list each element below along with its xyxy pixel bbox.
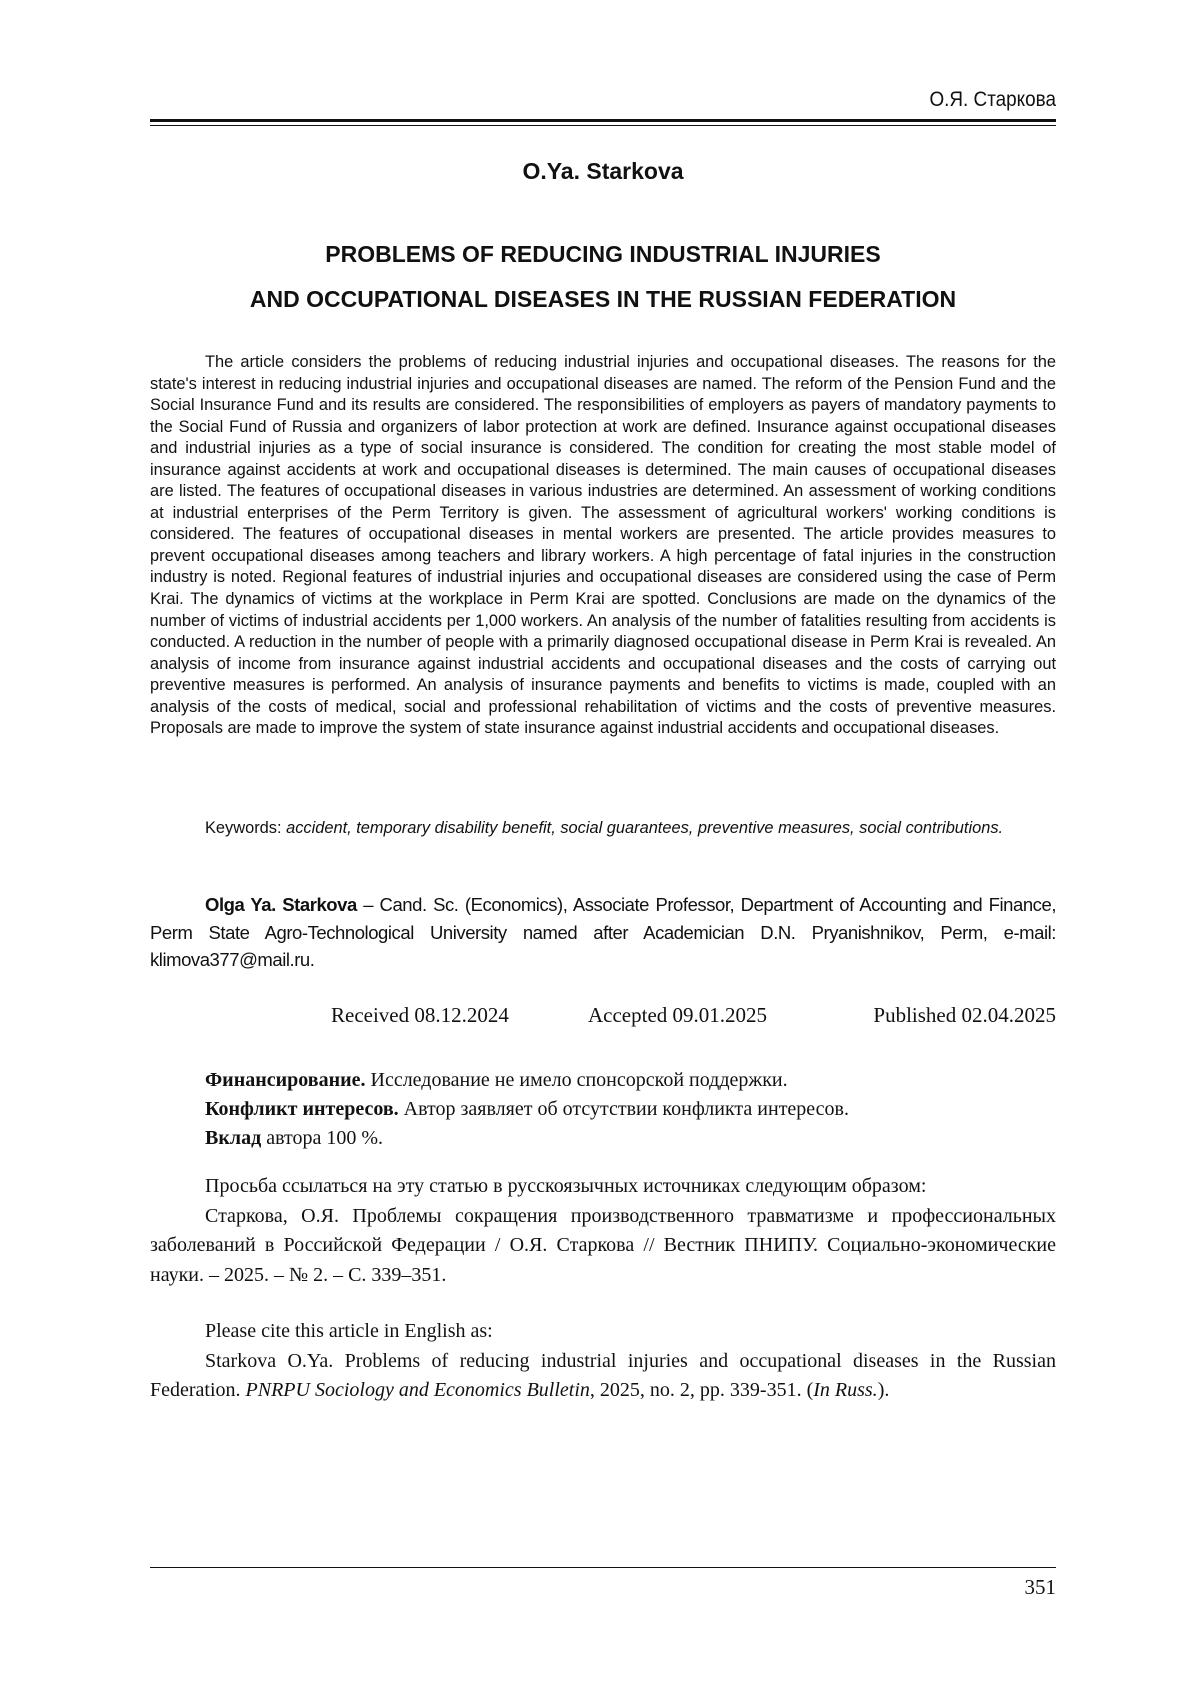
page-number: 351 xyxy=(1024,1575,1056,1599)
funding-label: Финансирование. xyxy=(205,1069,366,1091)
declarations xyxy=(205,1066,1056,1153)
author-info xyxy=(150,891,1056,974)
publication-dates xyxy=(150,1003,1056,1031)
citation-en-part2: , 2025, no. 2, pp. 339-351. ( xyxy=(589,1379,814,1401)
header-rule-thick xyxy=(150,119,1056,122)
funding-statement xyxy=(205,1066,1056,1095)
citation-ru-reference: Старкова, О.Я. Проблемы сокращения производственного травматизме и профессиональных заболеваний в Российской Федерации / О.Я. Старкова // Вестник ПНИПУ. Социально-экономические науки. – 2025. – № 2. – С. 339–351. xyxy=(150,1204,1056,1286)
running-header: О.Я. Старкова xyxy=(929,88,1056,111)
keywords xyxy=(150,817,1056,839)
citation-en-intro: Please cite this article in English as: xyxy=(205,1320,493,1342)
citation-english xyxy=(150,1317,1056,1406)
footer-rule xyxy=(150,1567,1056,1568)
citation-en-journal: PNRPU Sociology and Economics Bulletin xyxy=(245,1379,590,1401)
citation-russian xyxy=(150,1172,1056,1290)
date-published: Published 02.04.2025 xyxy=(873,1003,1056,1027)
conflict-text: Автор заявляет об отсутствии конфликта интересов. xyxy=(398,1098,850,1120)
header-rule-thin xyxy=(150,125,1056,126)
conflict-label: Конфликт интересов. xyxy=(205,1098,399,1120)
author-name: O.Ya. Starkova xyxy=(522,158,684,184)
citation-en-part1: Starkova O.Ya. Problems of reducing industrial injuries and occupational diseases in the Russian Federation. xyxy=(150,1349,1056,1401)
author-info-details: – Cand. Sc. (Economics), Associate Professor, Department of Accounting and Finance, Perm State Agro-Technological University named after Academician D.N. Pryanishnikov, Perm, e-mail: klimova377@mail.ru. xyxy=(150,894,1057,970)
citation-en-reference xyxy=(150,1347,1056,1406)
keywords-values: accident, temporary disability benefit, social guarantees, preventive measures, social contributions. xyxy=(286,819,1004,837)
date-accepted: Accepted 09.01.2025 xyxy=(588,1003,768,1027)
funding-text: Исследование не имело спонсорской поддержки. xyxy=(365,1069,788,1091)
contribution-text: автора 100 %. xyxy=(261,1127,384,1149)
article-title xyxy=(150,232,1056,322)
citation-en-part3: ). xyxy=(877,1379,890,1401)
title-line-1: PROBLEMS OF REDUCING INDUSTRIAL INJURIES xyxy=(325,241,881,267)
citation-en-lang: In Russ. xyxy=(813,1379,878,1401)
conflict-statement xyxy=(205,1095,1056,1124)
contribution-label: Вклад xyxy=(205,1127,262,1149)
keywords-label: Keywords: xyxy=(205,819,282,837)
contribution-statement xyxy=(205,1124,1056,1153)
author-info-name: Olga Ya. Starkova xyxy=(205,894,357,915)
abstract: The article considers the problems of reducing industrial injuries and occupational diseases. The reasons for the state's interest in reducing industrial injuries and occupational diseases are named. The reform of the Pension Fund and the Social Insurance Fund and its results are considered. The responsibilities of employers as payers of mandatory payments to the Social Fund of Russia and organizers of labor protection at work are defined. Insurance against occupational diseases and industrial injuries as a type of social insurance is considered. The condition for creating the most stable model of insurance against accidents at work and occupational diseases is determined. The main causes of occupational diseases are listed. The features of occupational diseases in various industries are determined. An assessment of working conditions at industrial enterprises of the Perm Territory is given. The assessment of agricultural workers' working conditions is considered. The features of occupational diseases in mental workers are presented. The article provides measures to prevent occupational diseases among teachers and library workers. A high percentage of fatal injuries in the construction industry is noted. Regional features of industrial injuries and occupational diseases are considered using the case of Perm Krai. The dynamics of victims at the workplace in Perm Krai are spotted. Conclusions are made on the dynamics of the number of victims of industrial accidents per 1,000 workers. An analysis of the number of fatalities resulting from accidents is conducted. A reduction in the number of people with a primarily diagnosed occupational disease in Perm Krai is revealed. An analysis of income from insurance against industrial accidents and occupational diseases and the costs of carrying out preventive measures is performed. An analysis of insurance payments and benefits to victims is made, coupled with an analysis of the costs of medical, social and professional rehabilitation of victims and the costs of preventive measures. Proposals are made to improve the system of state insurance against industrial accidents and occupational diseases. xyxy=(150,353,1056,738)
date-received: Received 08.12.2024 xyxy=(331,1003,509,1027)
title-line-2: AND OCCUPATIONAL DISEASES IN THE RUSSIAN FEDERATION xyxy=(249,286,957,312)
citation-ru-intro: Просьба ссылаться на эту статью в русскоязычных источниках следующим образом: xyxy=(205,1175,927,1197)
